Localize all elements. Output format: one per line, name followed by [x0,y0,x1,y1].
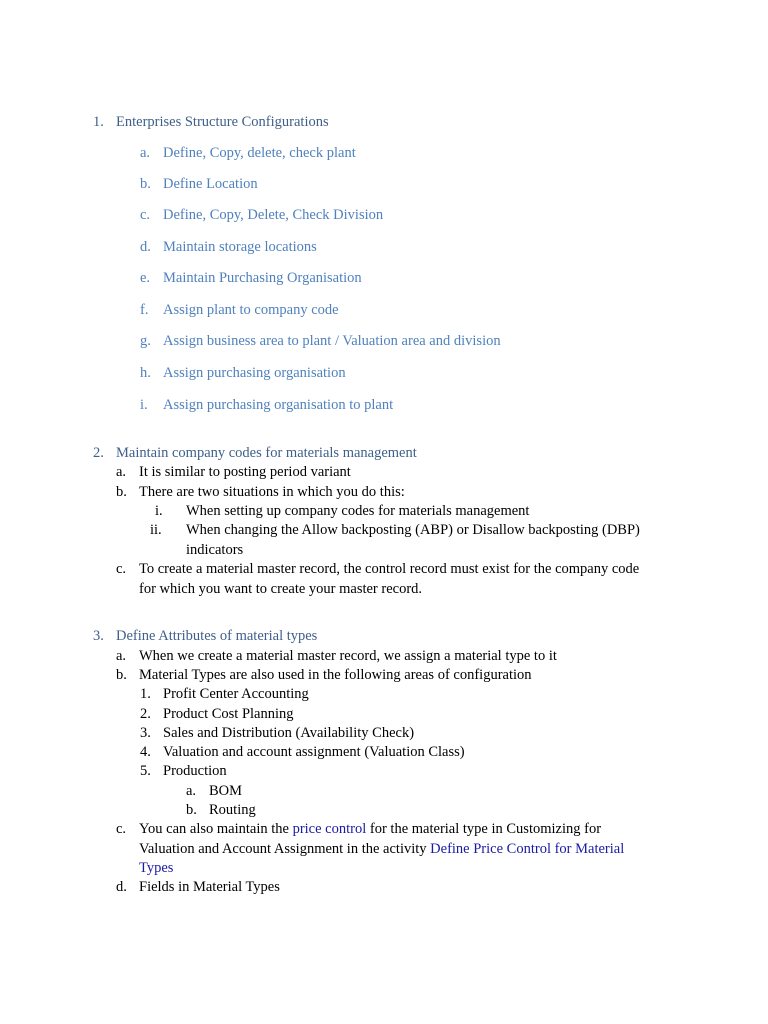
section-3-number: 3. [93,628,104,644]
list-item-marker: d. [140,239,151,255]
list-item: Define, Copy, delete, check plant [163,145,356,161]
list-item-marker: 5. [140,763,151,779]
list-item-marker: e. [140,270,151,286]
section-1-number: 1. [93,114,104,130]
list-item-marker: 3. [140,725,151,741]
list-item-marker: 4. [140,744,151,760]
section-2-number: 2. [93,445,104,461]
list-item-marker: g. [140,333,151,349]
list-item: Production [163,763,227,779]
list-item-marker: b. [140,176,151,192]
list-item-marker: 2. [140,706,151,722]
list-item-continuation [139,859,173,878]
list-item: Fields in Material Types [139,879,280,895]
list-item-marker: d. [116,879,127,895]
list-item: Assign plant to company code [163,302,339,318]
list-item-marker: b. [116,484,127,500]
list-item: Valuation and account assignment (Valuation Class) [163,744,465,760]
list-item: There are two situations in which you do this: [139,484,405,500]
list-item: Assign business area to plant / Valuation area and division [163,333,501,349]
list-item-marker: 1. [140,686,151,702]
list-item: Routing [209,802,256,818]
list-item-marker: i. [155,503,163,519]
list-item-marker: c. [140,207,151,223]
price-control-link[interactable]: price control [292,821,367,837]
list-item: Material Types are also used in the following areas of configuration [139,667,532,683]
list-item: When we create a material master record, we assign a material type to it [139,648,557,664]
list-item-marker: c. [116,561,127,577]
text-run: Valuation and Account Assignment in the activity [139,841,431,857]
list-item: Profit Center Accounting [163,686,309,702]
list-item-marker: a. [116,464,127,480]
section-1-title: Enterprises Structure Configurations [116,114,329,130]
text-run: for the material type in Customizing for [366,821,602,837]
list-item-marker: h. [140,365,151,381]
define-price-control-link[interactable]: Define Price Control for Material [430,841,625,857]
list-item-marker: f. [140,302,149,318]
list-item-marker: a. [140,145,151,161]
list-item [139,820,601,839]
list-item: When setting up company codes for materials management [186,503,530,519]
list-item-marker: b. [186,802,197,818]
list-item: Define Location [163,176,258,192]
list-item: When changing the Allow backposting (ABP) or Disallow backposting (DBP) [186,522,640,538]
section-2-title: Maintain company codes for materials management [116,445,417,461]
list-item: Assign purchasing organisation to plant [163,397,394,413]
list-item-continuation [139,840,624,859]
list-item-marker: a. [116,648,127,664]
list-item: Maintain storage locations [163,239,317,255]
list-item-marker: a. [186,783,197,799]
list-item: Assign purchasing organisation [163,365,346,381]
list-item: Product Cost Planning [163,706,294,722]
text-run: You can also maintain the [139,821,293,837]
list-item: To create a material master record, the control record must exist for the company code [139,561,640,577]
section-3-title: Define Attributes of material types [116,628,318,644]
list-item-marker: i. [140,397,148,413]
list-item-marker: ii. [150,522,162,538]
list-item-marker: b. [116,667,127,683]
list-item-continuation: for which you want to create your master record. [139,581,423,597]
list-item-continuation: indicators [186,542,244,558]
list-item: Define, Copy, Delete, Check Division [163,207,384,223]
list-item: It is similar to posting period variant [139,464,351,480]
define-price-control-link-continued[interactable]: Types [139,860,174,876]
list-item: Maintain Purchasing Organisation [163,270,362,286]
list-item-marker: c. [116,821,127,837]
list-item: Sales and Distribution (Availability Check) [163,725,415,741]
list-item: BOM [209,783,243,799]
